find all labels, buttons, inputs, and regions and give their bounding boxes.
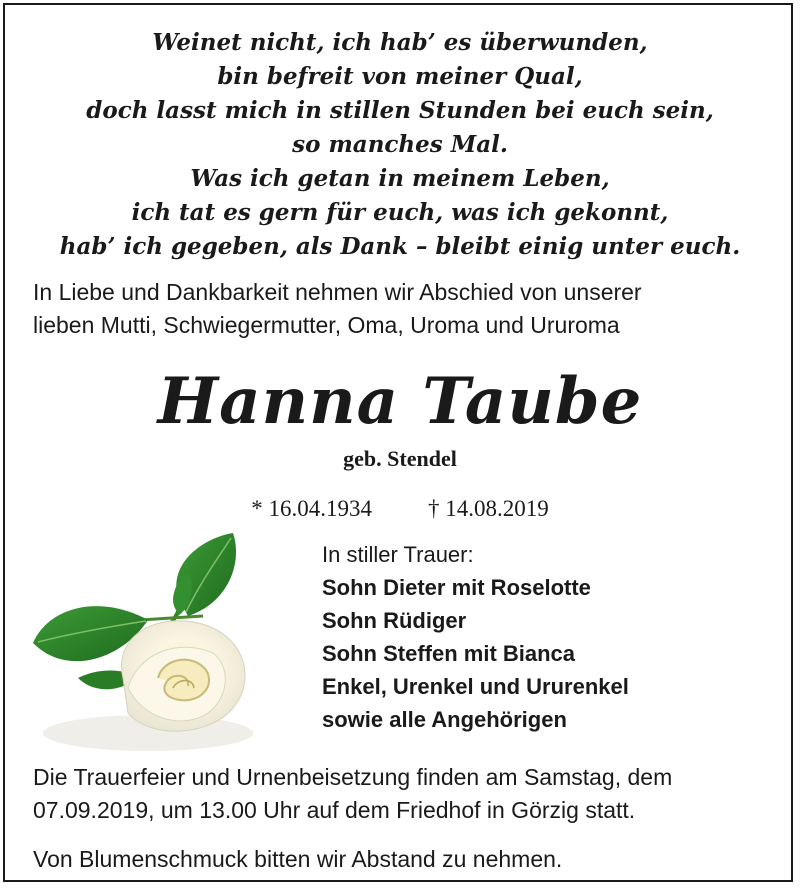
death-date: † 14.08.2019	[428, 496, 549, 521]
poem-line: hab’ ich gegeben, als Dank – bleibt einig unter euch.	[59, 233, 741, 260]
service-line: Die Trauerfeier und Urnenbeisetzung finden am Samstag, dem	[33, 764, 673, 790]
mourners-list	[322, 538, 782, 736]
poem-line: Was ich getan in meinem Leben,	[190, 165, 610, 192]
birth-date: * 16.04.1934	[251, 496, 372, 521]
poem-line: doch lasst mich in stillen Stunden bei euch sein,	[86, 97, 714, 124]
maiden-name: geb. Stendel	[343, 446, 457, 471]
intro-line: In Liebe und Dankbarkeit nehmen wir Abschied von unserer	[33, 279, 642, 305]
flowers-note: Von Blumenschmuck bitten wir Abstand zu nehmen.	[33, 846, 563, 872]
service-line: 07.09.2019, um 13.00 Uhr auf dem Friedhof in Görzig statt.	[33, 797, 636, 823]
mourner-entry: Sohn Dieter mit Roselotte	[322, 575, 591, 600]
mourner-entry: Enkel, Urenkel und Ururenkel	[322, 674, 629, 699]
poem-line: ich tat es gern für euch, was ich gekonnt,	[131, 199, 669, 226]
white-rose-icon	[28, 528, 268, 758]
poem-line: Weinet nicht, ich hab’ es überwunden,	[152, 29, 648, 56]
deceased-name: Hanna Taube	[157, 364, 643, 439]
service-info	[33, 761, 778, 827]
poem-line: so manches Mal.	[292, 131, 508, 158]
mourners-lead: In stiller Trauer:	[322, 542, 474, 567]
poem-line: bin befreit von meiner Qual,	[217, 63, 583, 90]
poem	[0, 26, 800, 264]
mourner-entry: sowie alle Angehörigen	[322, 707, 567, 732]
intro-line: lieben Mutti, Schwiegermutter, Oma, Uroma und Ururoma	[33, 312, 620, 338]
life-dates	[0, 494, 800, 524]
mourner-entry: Sohn Steffen mit Bianca	[322, 641, 576, 666]
farewell-intro	[33, 276, 773, 342]
mourner-entry: Sohn Rüdiger	[322, 608, 467, 633]
